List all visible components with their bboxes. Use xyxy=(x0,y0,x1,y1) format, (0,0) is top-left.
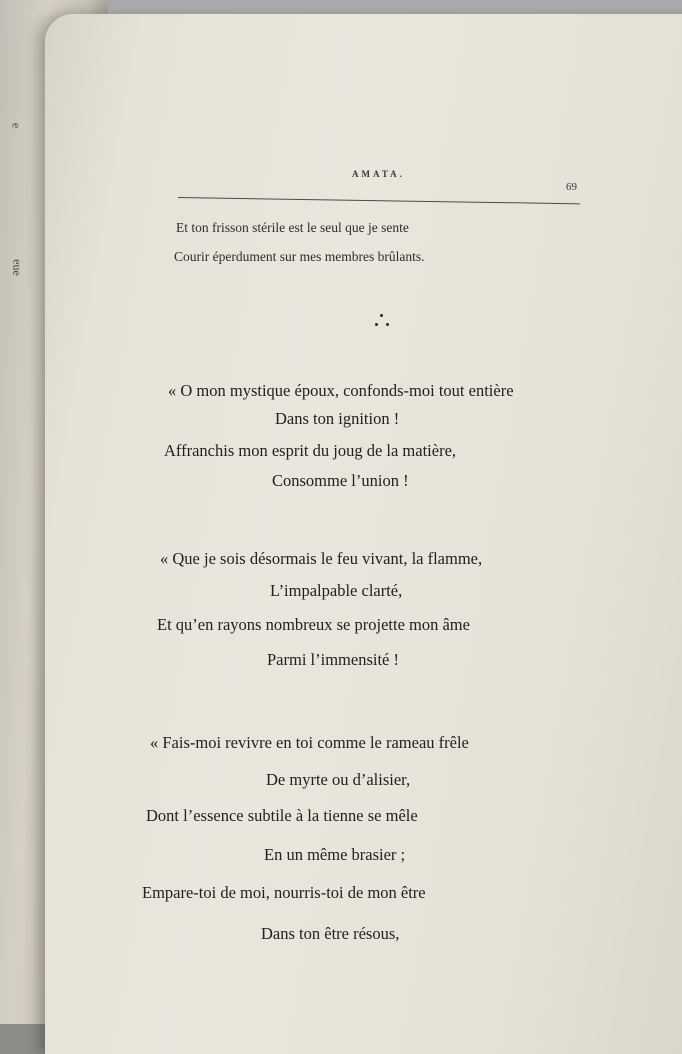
verse-line: Dont l’essence subtile à la tienne se mêle xyxy=(146,806,418,826)
verse-line: Et qu’en rayons nombreux se projette mon âme xyxy=(157,615,470,635)
verse-line: Parmi l’immensité ! xyxy=(267,650,399,670)
left-page-mark: eue xyxy=(9,259,25,276)
running-title: AMATA. xyxy=(352,169,405,179)
page-number: 69 xyxy=(566,181,577,193)
verse-line: L’impalpable clarté, xyxy=(270,581,402,601)
asterism-icon xyxy=(374,312,394,332)
verse-line: « Que je sois désormais le feu vivant, la flamme, xyxy=(160,549,482,569)
verse-line: Dans ton être résous, xyxy=(261,924,399,944)
verse-line: Empare-toi de moi, nourris-toi de mon être xyxy=(142,883,426,903)
verse-line: De myrte ou d’alisier, xyxy=(266,770,410,790)
verse-line: « O mon mystique époux, confonds-moi tout entière xyxy=(168,381,514,401)
verse-line: Affranchis mon esprit du joug de la matière, xyxy=(164,441,456,461)
verse-line: Consomme l’union ! xyxy=(272,471,409,491)
verse-line: Dans ton ignition ! xyxy=(275,409,399,429)
verse-line: Courir éperdument sur mes membres brûlants. xyxy=(174,249,424,265)
left-page-mark: e xyxy=(9,123,24,128)
verse-line: Et ton frisson stérile est le seul que je sente xyxy=(176,220,409,236)
verse-line: « Fais-moi revivre en toi comme le rameau frêle xyxy=(150,733,469,753)
verse-line: En un même brasier ; xyxy=(264,845,405,865)
